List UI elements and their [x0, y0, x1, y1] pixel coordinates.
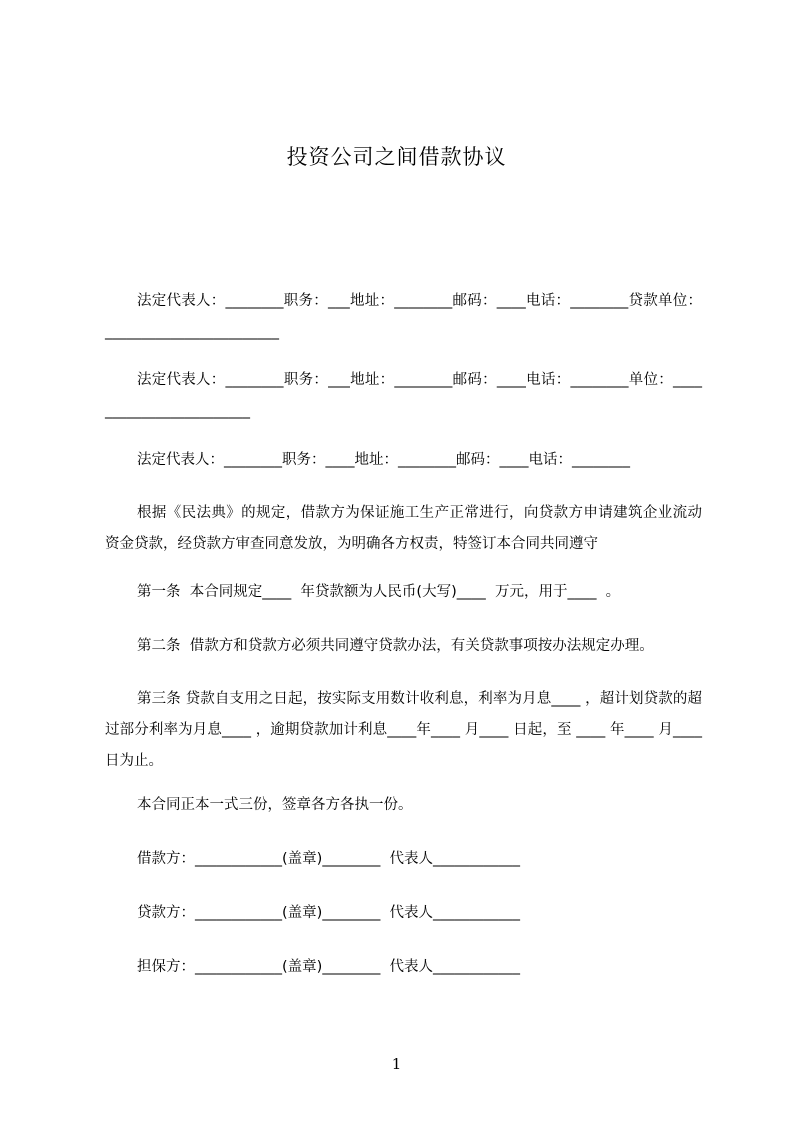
preamble-paragraph: 根据《民法典》的规定，借款方为保证施工生产正常进行，向贷款方申请建筑企业流动资金贷款，经贷款方审查同意发放，为明确各方权责，特签订本合同共同遵守	[105, 505, 702, 552]
party-block-1: 法定代表人：________职务：___地址：________邮码：____电话：________贷款单位：________________________	[105, 293, 702, 340]
article-3: 第三条 贷款自支用之日起，按实际支用数计收利息，利率为月息____ ，超计划贷款的超过部分利率为月息____ ，逾期贷款加计利息____年____ 月____ 日起，至 ____ 年____ 月____ 日为止。	[105, 691, 702, 769]
document-title: 投资公司之间借款协议	[286, 145, 507, 169]
signature-guarantor: 担保方：____________(盖章)________ 代表人____________	[137, 959, 521, 975]
party-block-3: 法定代表人：________职务：____地址：________邮码：____电话：________	[137, 452, 630, 468]
signature-lender: 贷款方：____________(盖章)________ 代表人____________	[137, 905, 521, 921]
article-1: 第一条 本合同规定____ 年贷款额为人民币(大写)____ 万元，用于____ 。	[137, 584, 621, 600]
copies-clause: 本合同正本一式三份，签章各方各执一份。	[137, 797, 413, 813]
article-2: 第二条 借款方和贷款方必须共同遵守贷款办法，有关贷款事项按办法规定办理。	[137, 638, 654, 654]
page-number: 1	[391, 1055, 402, 1073]
signature-borrower: 借款方：____________(盖章)________ 代表人____________	[137, 851, 521, 867]
party-block-2: 法定代表人：________职务：___地址：________邮码：____电话：________单位：________________________	[105, 372, 702, 419]
